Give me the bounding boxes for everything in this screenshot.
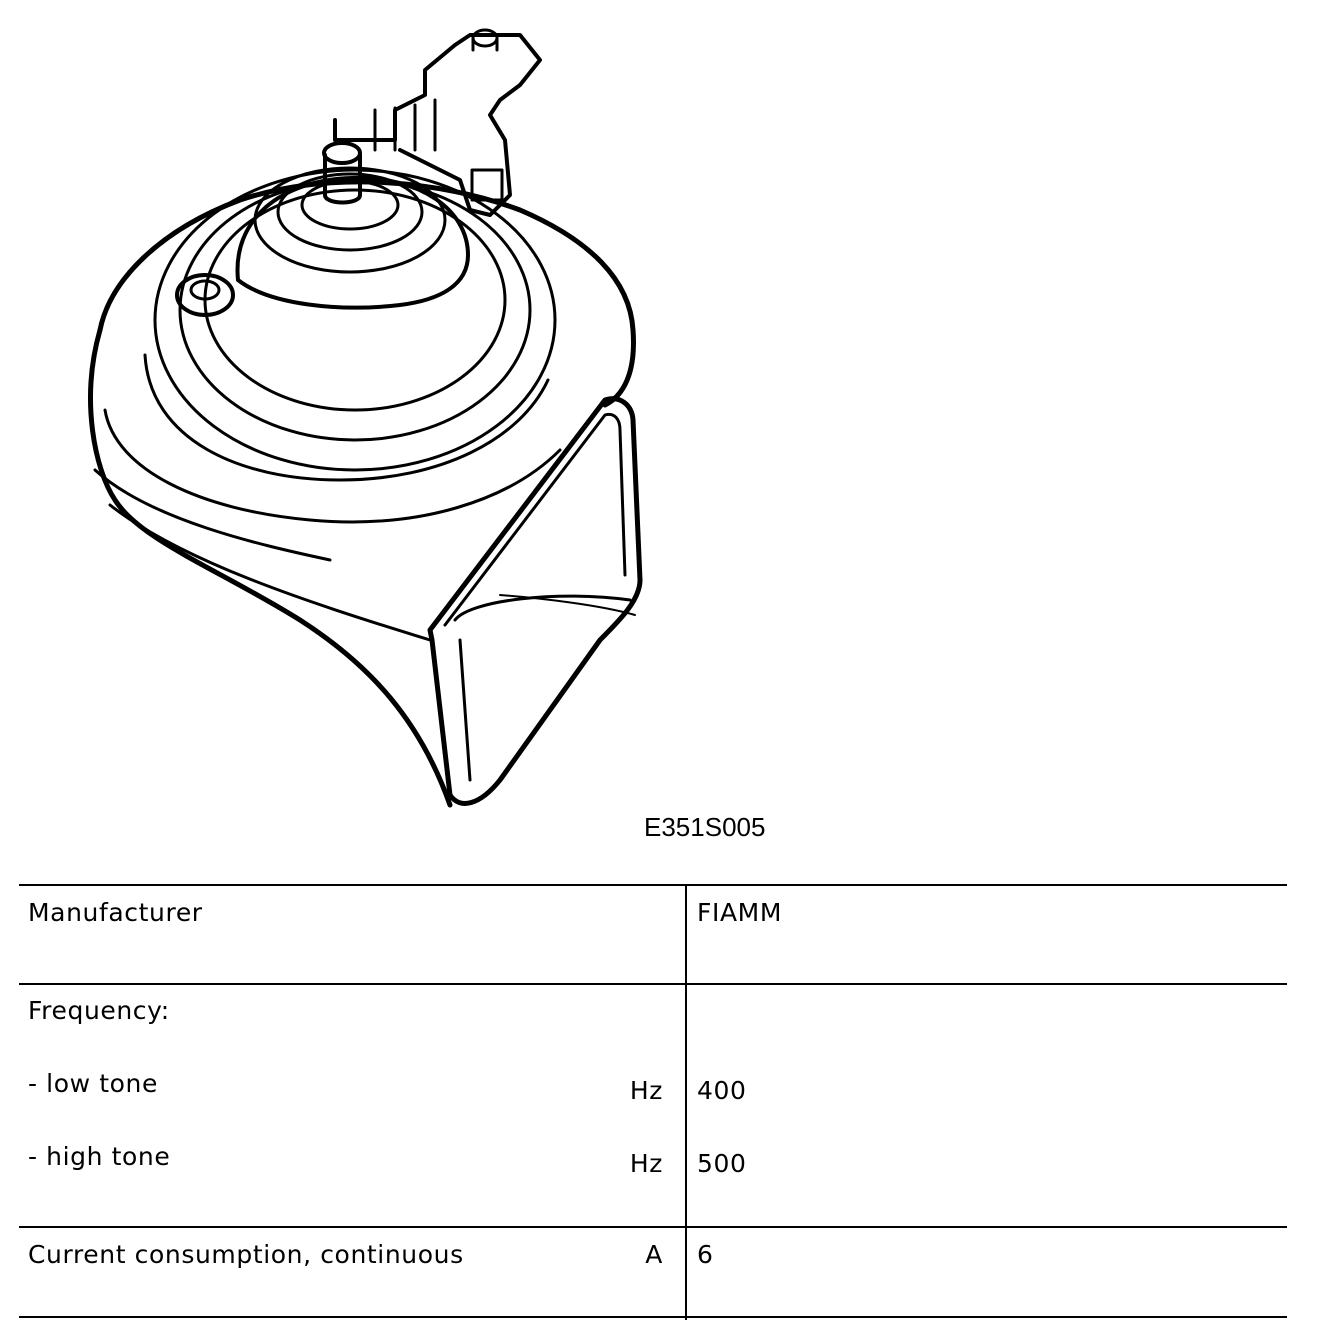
table-column-divider [685, 884, 687, 1320]
low-tone-label: - low tone [28, 1069, 158, 1098]
current-consumption-value: 6 [697, 1240, 714, 1269]
current-consumption-label: Current consumption, continuous [28, 1240, 464, 1269]
high-tone-unit: Hz [629, 1149, 663, 1178]
table-row-divider [19, 983, 1287, 985]
table-bottom-rule [19, 1316, 1287, 1318]
low-tone-value: 400 [697, 1076, 747, 1105]
table-top-rule [19, 884, 1287, 886]
manufacturer-value: FIAMM [697, 898, 782, 927]
horn-illustration-icon [0, 0, 700, 830]
high-tone-value: 500 [697, 1149, 747, 1178]
figure-code: E351S005 [644, 812, 766, 842]
high-tone-label: - high tone [28, 1142, 171, 1171]
frequency-label: Frequency: [28, 996, 170, 1025]
table-row-divider [19, 1226, 1287, 1228]
low-tone-unit: Hz [629, 1076, 663, 1105]
current-consumption-unit: A [645, 1240, 663, 1269]
manufacturer-label: Manufacturer [28, 898, 203, 927]
